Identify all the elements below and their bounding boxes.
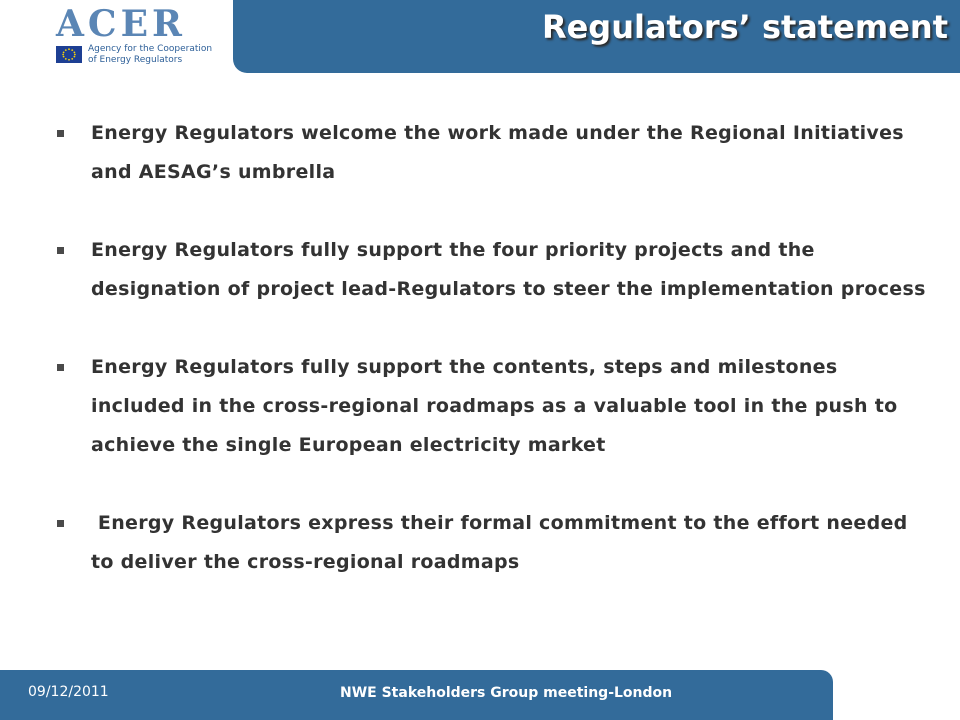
footer-meeting-title: NWE Stakeholders Group meeting-London — [340, 685, 673, 701]
bullet-text: Energy Regulators welcome the work made under the Regional Initiatives and AESAG’s umbrella — [91, 122, 904, 183]
eu-flag-icon — [56, 46, 82, 63]
bullet-list — [54, 114, 934, 582]
bullet-item — [54, 504, 934, 582]
bullet-item — [54, 114, 934, 192]
footer-date: 09/12/2011 — [28, 684, 109, 700]
bullet-text: Energy Regulators fully support the four priority projects and the designation of project lead-Regulators to steer the implementation process — [91, 239, 926, 300]
bullet-item — [54, 348, 934, 465]
footer-bar — [0, 670, 833, 720]
square-bullet-icon — [57, 520, 64, 527]
square-bullet-icon — [57, 130, 64, 137]
title-bar — [233, 0, 960, 73]
bullet-text: Energy Regulators fully support the contents, steps and milestones included in the cross-regional roadmaps as a valuable tool in the push to achieve the single European electricity market — [91, 356, 898, 456]
square-bullet-icon — [57, 247, 64, 254]
logo-wordmark: ACER — [56, 3, 186, 45]
bullet-item — [54, 231, 934, 309]
logo-subtitle: Agency for the Cooperation of Energy Regulators — [88, 44, 213, 65]
square-bullet-icon — [57, 364, 64, 371]
acer-logo — [50, 4, 230, 66]
bullet-text: Energy Regulators express their formal commitment to the effort needed to deliver the cross-regional roadmaps — [91, 512, 915, 573]
page-title: Regulators’ statement — [541, 8, 948, 46]
